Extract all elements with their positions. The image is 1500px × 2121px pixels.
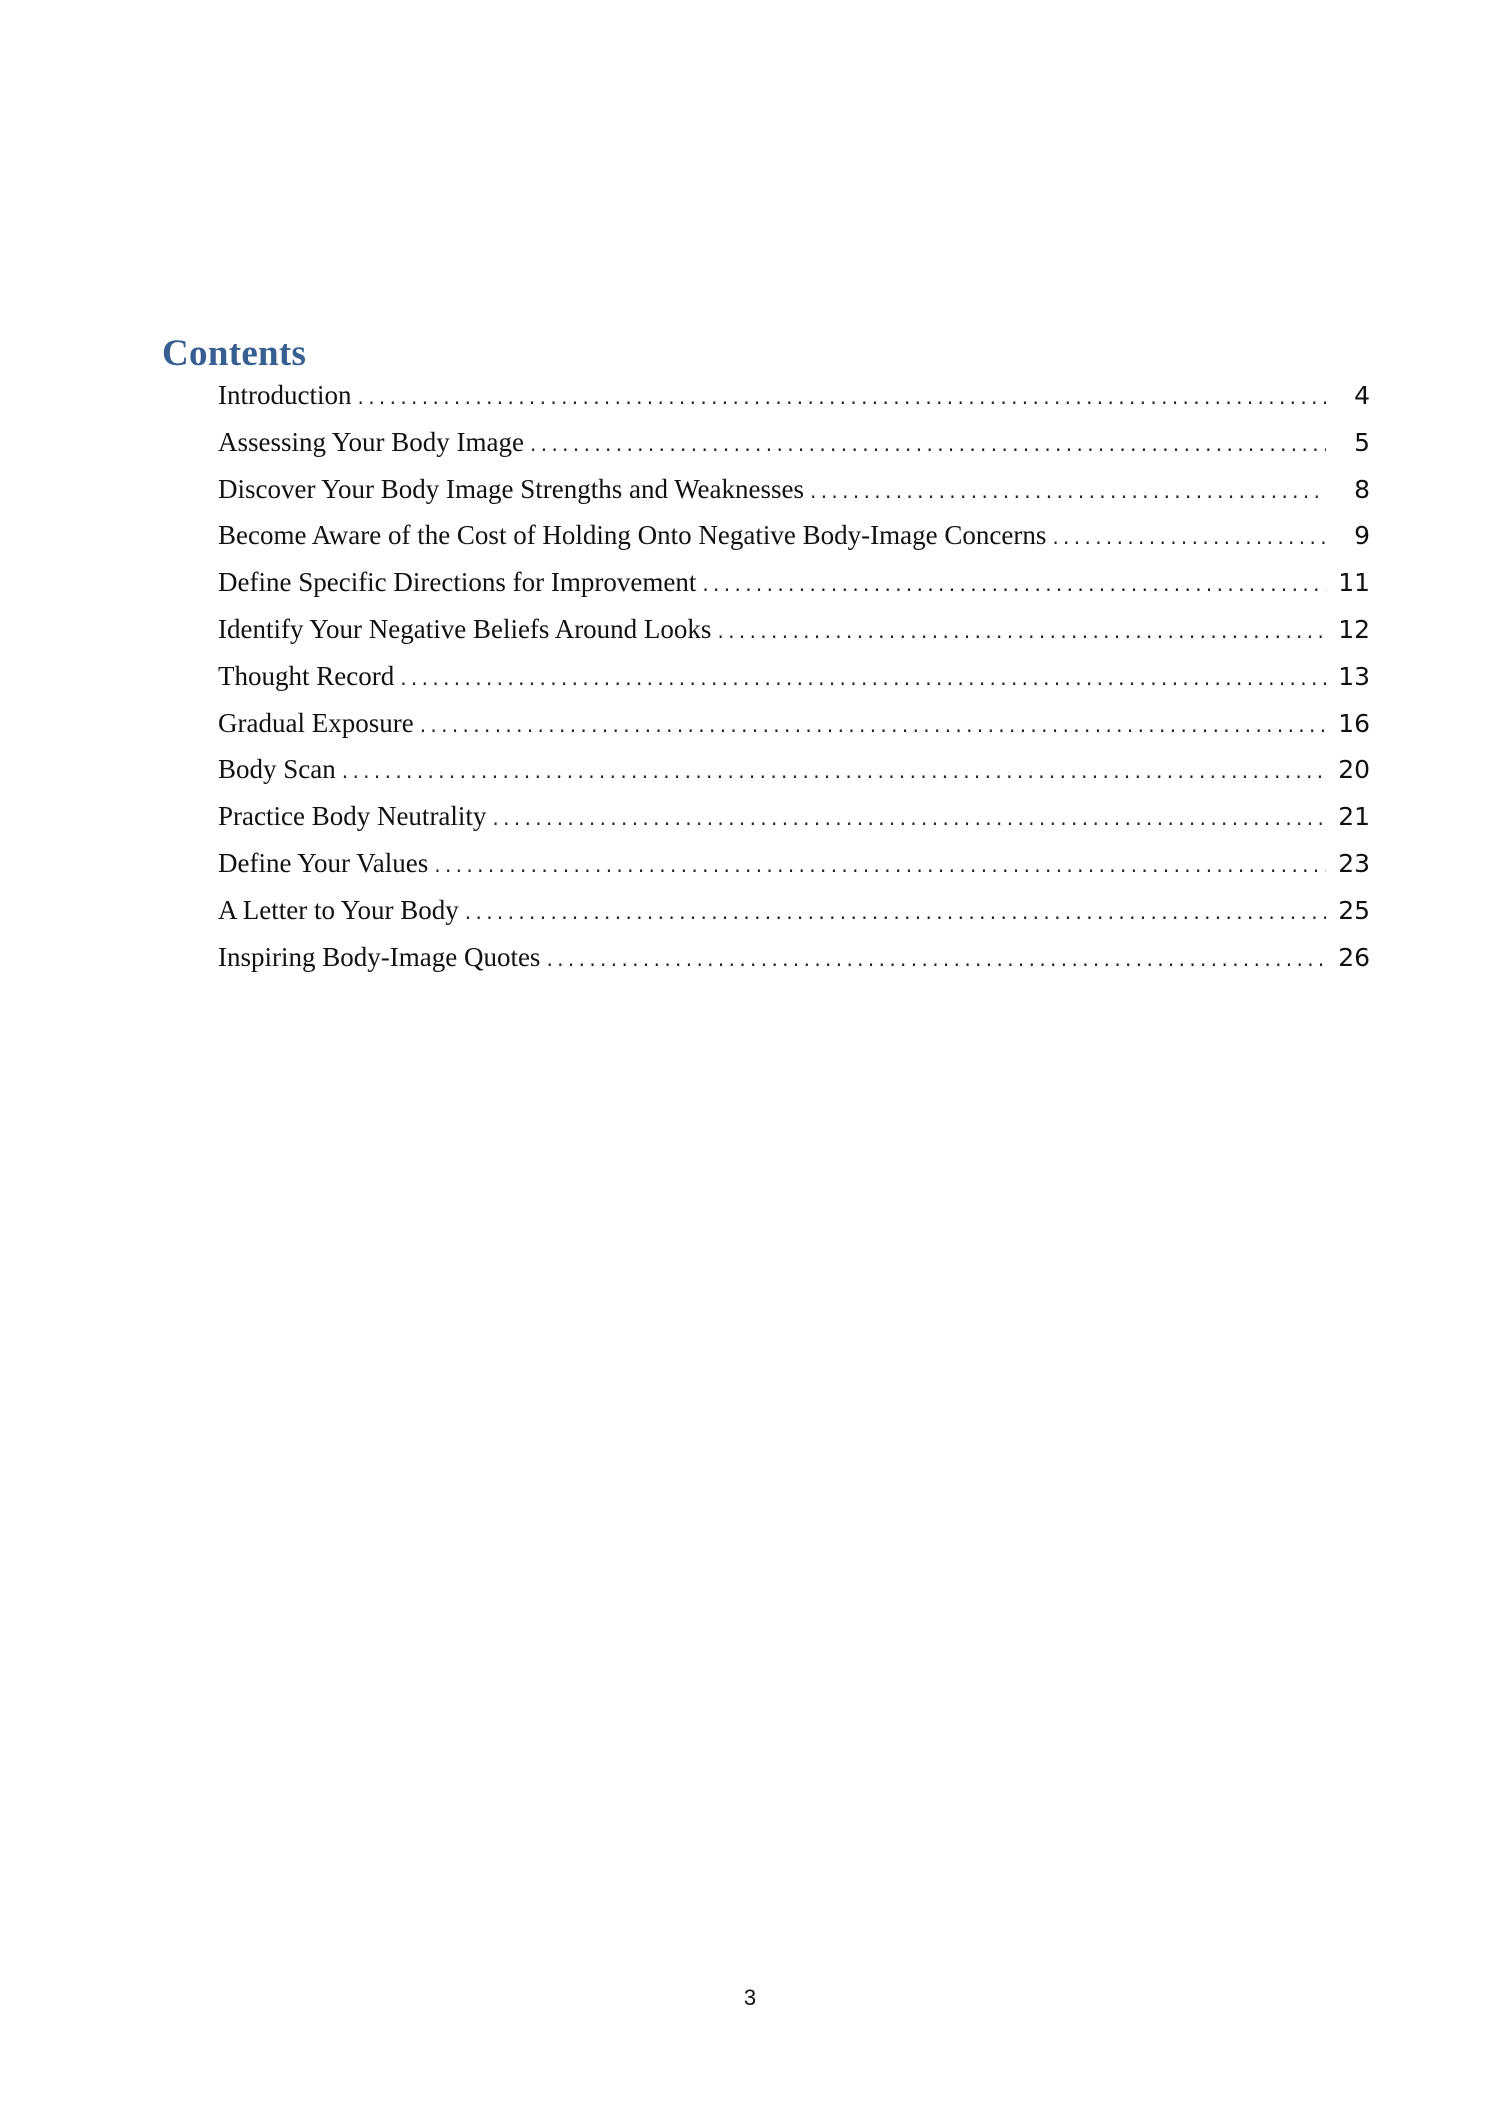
toc-entry-page: 11: [1338, 568, 1370, 598]
toc-entry-directions-for-improvement[interactable]: [218, 567, 1370, 614]
toc-entry-page: 16: [1338, 708, 1370, 738]
dot-leader: [717, 619, 1326, 643]
toc-entry-page: 5: [1354, 427, 1370, 457]
toc-entry-title: Thought Record: [218, 660, 395, 691]
toc-entry-title: A Letter to Your Body: [218, 894, 459, 925]
toc-entry-title: Inspiring Body-Image Quotes: [218, 941, 541, 972]
dot-leader: [702, 572, 1326, 596]
toc-entry-title: Gradual Exposure: [218, 707, 414, 738]
toc-entry-page: 8: [1354, 474, 1370, 504]
dot-leader: [420, 713, 1326, 737]
toc-entry-strengths-and-weaknesses[interactable]: [218, 474, 1370, 521]
dot-leader: [465, 900, 1326, 924]
toc-entry-body-neutrality[interactable]: [218, 801, 1370, 848]
toc-entry-thought-record[interactable]: [218, 661, 1370, 708]
toc-entry-title: Body Scan: [218, 754, 336, 785]
toc-entry-introduction[interactable]: [218, 380, 1370, 427]
dot-leader: [434, 853, 1326, 877]
toc-entry-letter-to-your-body[interactable]: [218, 895, 1370, 942]
toc-entry-title: Identify Your Negative Beliefs Around Looks: [218, 613, 712, 644]
toc-entry-title: Assessing Your Body Image: [218, 426, 525, 457]
dot-leader: [400, 666, 1326, 690]
toc-entry-define-your-values[interactable]: [218, 848, 1370, 895]
toc-entry-gradual-exposure[interactable]: [218, 708, 1370, 755]
toc-entry-title: Become Aware of the Cost of Holding Onto Negative Body-Image Concerns: [218, 520, 1047, 551]
dot-leader: [342, 759, 1326, 783]
toc-entry-page: 13: [1338, 661, 1370, 691]
dot-leader: [530, 432, 1326, 456]
dot-leader: [357, 385, 1326, 409]
toc-entry-page: 21: [1338, 802, 1370, 832]
contents-heading: Contents: [162, 333, 307, 374]
page-number: 3: [743, 1985, 757, 2010]
toc-entry-title: Define Your Values: [218, 847, 429, 878]
toc-entry-page: 23: [1338, 848, 1370, 878]
dot-leader: [1052, 525, 1326, 549]
toc-entry-page: 20: [1338, 755, 1370, 785]
toc-entry-cost-of-negative-concerns[interactable]: [218, 520, 1370, 567]
toc-entry-inspiring-quotes[interactable]: [218, 942, 1370, 989]
toc-entry-title: Define Specific Directions for Improvement: [218, 567, 697, 598]
toc-entry-body-scan[interactable]: [218, 754, 1370, 801]
toc-entry-negative-beliefs[interactable]: [218, 614, 1370, 661]
table-of-contents: [218, 380, 1370, 988]
toc-entry-page: 9: [1354, 521, 1370, 551]
toc-entry-title: Introduction: [218, 380, 352, 410]
dot-leader: [492, 806, 1326, 830]
toc-entry-page: 25: [1338, 895, 1370, 925]
dot-leader: [810, 479, 1326, 503]
toc-entry-page: 4: [1354, 381, 1370, 410]
toc-entry-assessing-your-body-image[interactable]: [218, 427, 1370, 474]
toc-entry-title: Discover Your Body Image Strengths and Weaknesses: [218, 473, 804, 504]
toc-entry-page: 12: [1338, 614, 1370, 644]
dot-leader: [546, 947, 1326, 971]
toc-entry-page: 26: [1338, 942, 1370, 972]
toc-entry-title: Practice Body Neutrality: [218, 801, 487, 832]
